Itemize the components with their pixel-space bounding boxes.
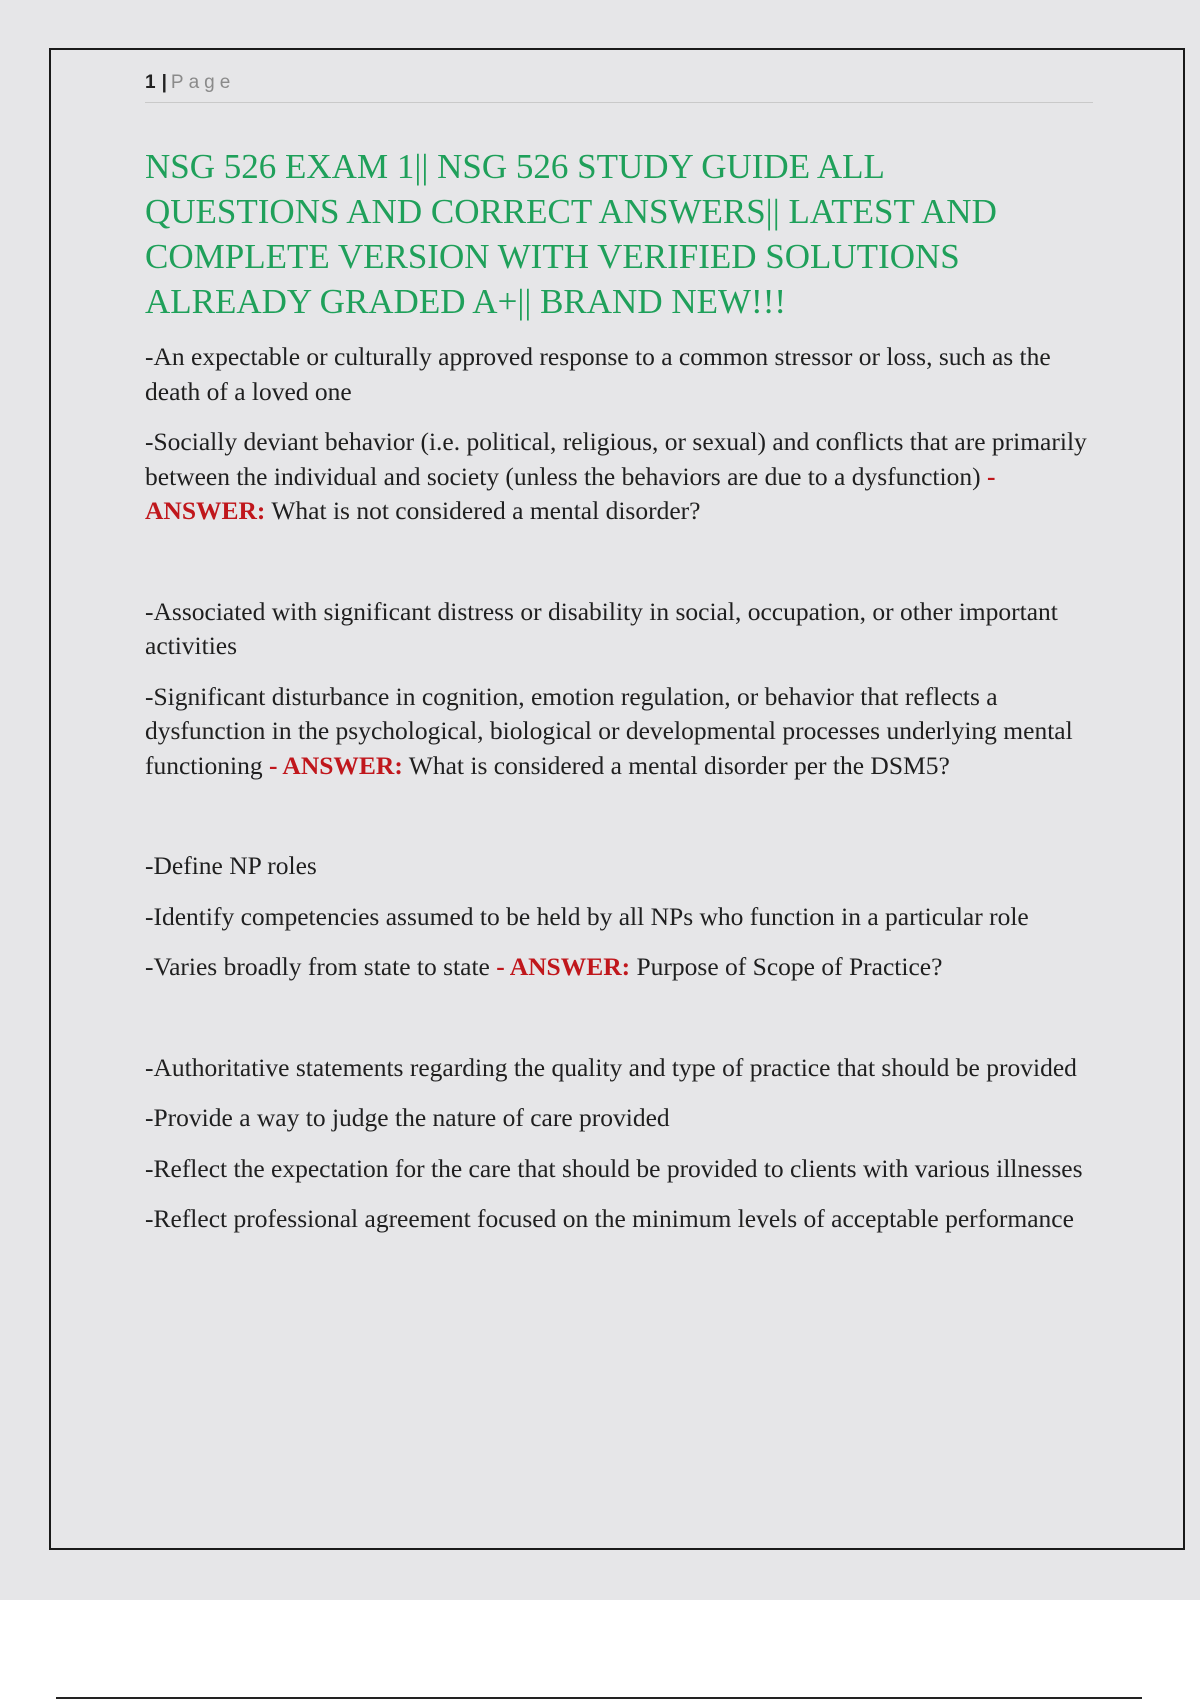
qa-block-3: [145, 849, 1090, 985]
next-page-rule: [56, 1697, 1142, 1699]
qa-block-4: [145, 1051, 1090, 1237]
document-title: NSG 526 EXAM 1|| NSG 526 STUDY GUIDE ALL QUESTIONS AND CORRECT ANSWERS|| LATEST AND COMPLETE VERSION WITH VERIFIED SOLUTIONS ALREADY GRADED A+|| BRAND NEW!!!: [145, 147, 997, 321]
qa-line-with-answer: [145, 950, 1090, 985]
answer-label: - ANSWER:: [145, 461, 996, 525]
qa-line: -Associated with significant distress or disability in social, occupation, or other important activities: [145, 596, 1058, 660]
qa-block-1: [145, 340, 1090, 529]
answer-text: What is not considered a mental disorder?: [271, 496, 701, 525]
answer-label: - ANSWER:: [496, 952, 631, 981]
qa-line: -Significant disturbance in cognition, emotion regulation, or behavior that reflects a dysfunction in the psychological, biological or developmental processes underlying mental functioning: [145, 681, 1073, 780]
page-label: Page: [170, 72, 236, 93]
answer-text: What is considered a mental disorder per the DSM5?: [408, 750, 950, 780]
qa-line: -Reflect professional agreement focused on the minimum levels of acceptable performance: [145, 1204, 1074, 1233]
qa-line: -Reflect the expectation for the care that should be provided to clients with various illnesses: [145, 1153, 1083, 1183]
qa-line: -Socially deviant behavior (i.e. political, religious, or sexual) and conflicts that are primarily between the individual and society (unless the behaviors are due to a dysfunction): [145, 427, 1087, 491]
qa-line: -An expectable or culturally approved response to a common stressor or loss, such as the death of a loved one: [145, 342, 1051, 406]
answer-text: Purpose of Scope of Practice?: [636, 952, 943, 981]
answer-label: - ANSWER:: [268, 750, 403, 780]
qa-line: -Authoritative statements regarding the quality and type of practice that should be provided: [145, 1052, 1077, 1082]
qa-line: -Provide a way to judge the nature of care provided: [145, 1103, 670, 1132]
page-number: 1: [145, 72, 156, 93]
qa-line: -Identify competencies assumed to be held by all NPs who function in a particular role: [145, 901, 1029, 931]
page-separator: |: [161, 72, 167, 93]
qa-line: -Define NP roles: [145, 851, 317, 880]
qa-line-with-answer: [145, 425, 1090, 529]
qa-block-2: [145, 595, 1090, 784]
qa-line: -Varies broadly from state to state: [145, 952, 490, 981]
page-header: [145, 72, 1093, 103]
qa-line-with-answer: [145, 680, 1090, 784]
document-content: [145, 340, 1090, 1303]
